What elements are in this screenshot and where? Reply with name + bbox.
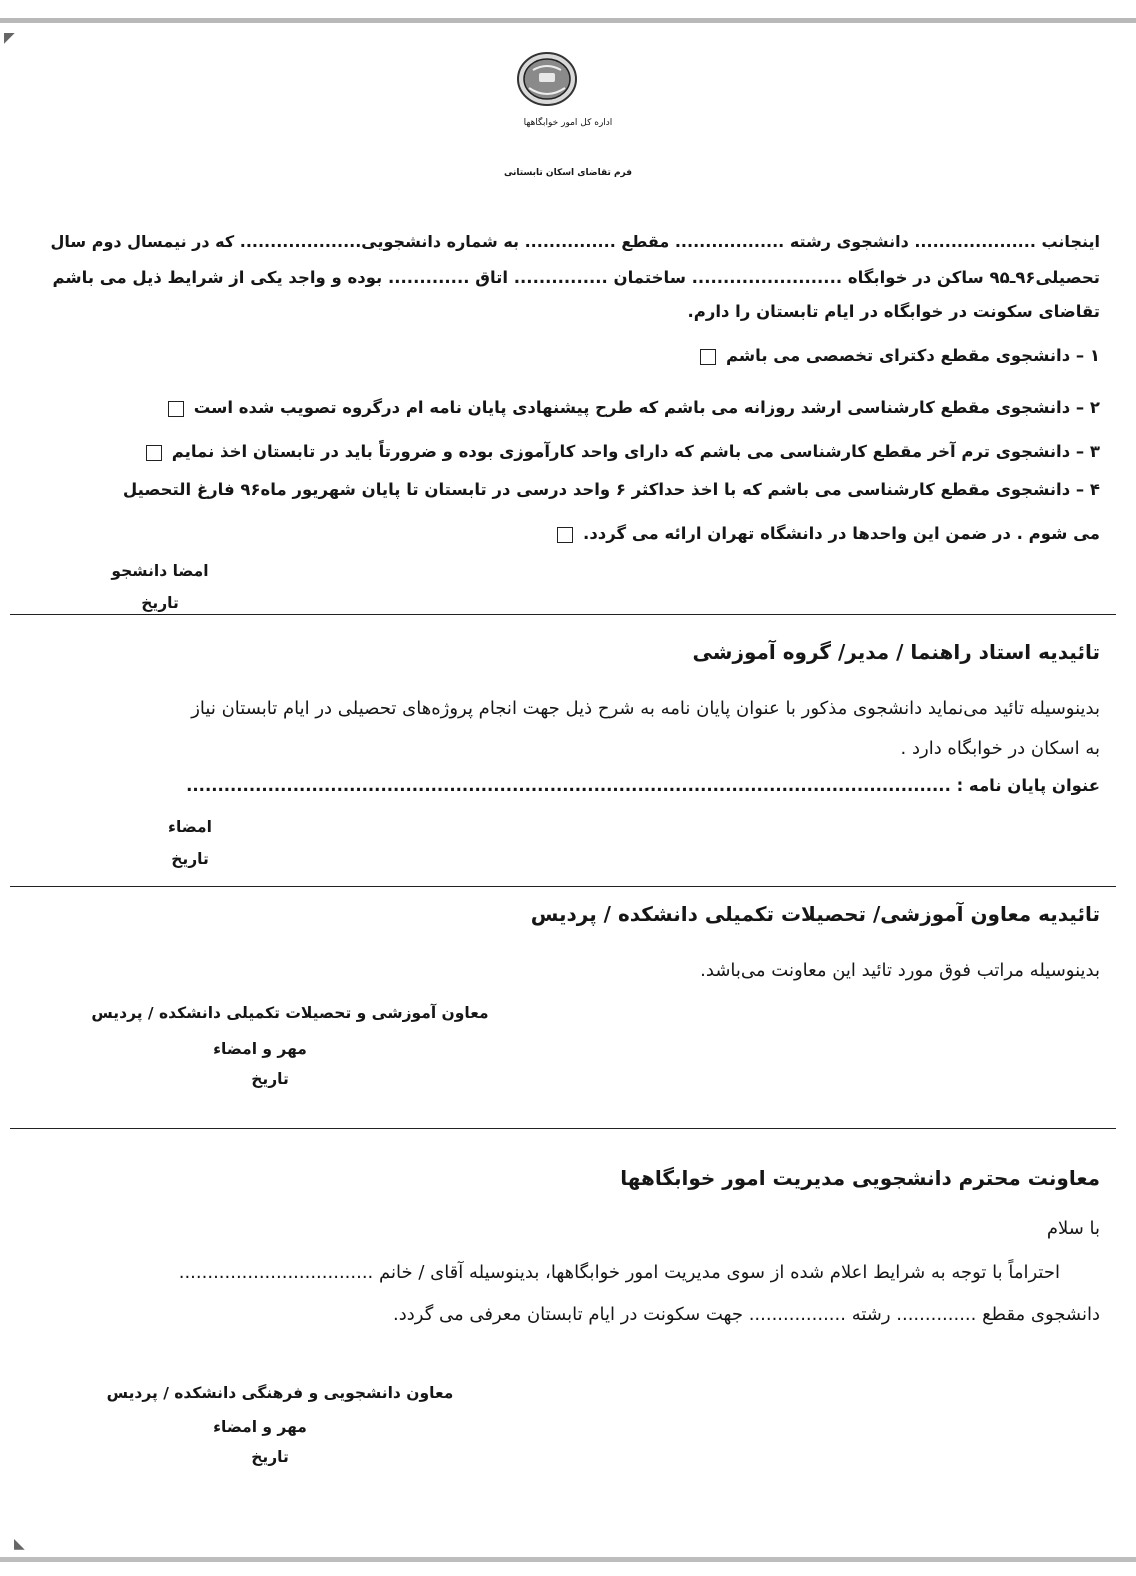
deputy-body: بدینوسیله مراتب فوق مورد تائید این معاونت می‌باشد. bbox=[700, 960, 1100, 981]
cultural-deputy-date-label: تاریخ bbox=[251, 1448, 289, 1466]
deputy-signature-title: معاون آموزشی و تحصیلات تکمیلی دانشکده / پردیس bbox=[91, 1004, 489, 1022]
condition-4-label: ۴ – دانشجوی مقطع کارشناسی می باشم که با اخذ حداکثر ۶ واحد درسی در تابستان تا پایان شهریور ماه۹۶ فارغ التحصیل bbox=[122, 480, 1100, 499]
condition-4-checkbox[interactable] bbox=[557, 527, 573, 543]
request-line-1: اینجانب .................... دانشجوی رشته .................. مقطع ............... به شماره دانشجویی.................... که در نیمسال دوم سال bbox=[50, 232, 1100, 251]
advisor-section-heading: تائیدیه استاد راهنما / مدیر/ گروه آموزشی bbox=[692, 640, 1100, 664]
section-divider bbox=[10, 1128, 1116, 1129]
dorm-body-line-1: احتراماً با توجه به شرایط اعلام شده از سوی مدیریت امور خوابگاهها، بدینوسیله آقای / خانم .................................. bbox=[178, 1262, 1060, 1283]
corner-mark-icon: ◤ bbox=[4, 30, 15, 46]
greeting: با سلام bbox=[1046, 1218, 1100, 1239]
section-divider bbox=[10, 614, 1116, 615]
deputy-stamp-label: مهر و امضاء bbox=[213, 1040, 307, 1058]
cultural-deputy-stamp-label: مهر و امضاء bbox=[213, 1418, 307, 1436]
student-date-label: تاریخ bbox=[141, 594, 179, 612]
condition-4-continued: می شوم . در ضمن این واحدها در دانشگاه تهران ارائه می گردد. bbox=[583, 524, 1100, 543]
condition-4 bbox=[557, 524, 1100, 543]
condition-2 bbox=[168, 398, 1100, 417]
condition-1 bbox=[700, 346, 1100, 365]
condition-3 bbox=[146, 442, 1100, 461]
thesis-title-field[interactable]: عنوان پایان نامه : .......................................................................................................................... bbox=[186, 776, 1100, 795]
condition-2-checkbox[interactable] bbox=[168, 401, 184, 417]
condition-1-checkbox[interactable] bbox=[700, 349, 716, 365]
request-line-2: تحصیلی۹۶ـ۹۵ ساکن در خوابگاه ........................ ساختمان ............... اتاق ............. بوده و واجد یکی از شرایط ذیل می باشم bbox=[52, 268, 1100, 287]
cultural-deputy-signature-title: معاون دانشجویی و فرهنگی دانشکده / پردیس bbox=[106, 1384, 454, 1402]
advisor-body-line-1: بدینوسیله تائید می‌نماید دانشجوی مذکور با عنوان پایان نامه به شرح ذیل جهت انجام پروژه‌های تحصیلی در ایام تابستان نیاز bbox=[191, 698, 1100, 719]
university-seal-icon bbox=[515, 50, 579, 108]
section-divider bbox=[10, 886, 1116, 887]
advisor-date-label: تاریخ bbox=[171, 850, 209, 868]
dorm-body-line-2: دانشجوی مقطع .............. رشته ................. جهت سکونت در ایام تابستان معرفی می گردد. bbox=[393, 1304, 1100, 1325]
form-title: فرم تقاضای اسکان تابستانی bbox=[503, 168, 633, 178]
student-signature-label: امضا دانشجو bbox=[111, 562, 209, 580]
deputy-date-label: تاریخ bbox=[251, 1070, 289, 1088]
condition-2-label: ۲ – دانشجوی مقطع کارشناسی ارشد روزانه می باشم که طرح پیشنهادی پایان نامه ام درگروه تصویب شده است bbox=[193, 398, 1100, 417]
deputy-section-heading: تائیدیه معاون آموزشی/ تحصیلات تکمیلی دانشکده / پردیس bbox=[530, 902, 1100, 926]
condition-3-label: ۳ – دانشجوی ترم آخر مقطع کارشناسی می باشم که دارای واحد کارآموزی بوده و ضرورتاً باید در تابستان اخذ نمایم bbox=[171, 442, 1100, 461]
department-name: اداره کل امور خوابگاهها bbox=[523, 118, 613, 128]
dorm-section-heading: معاونت محترم دانشجویی مدیریت امور خوابگاهها bbox=[620, 1166, 1100, 1190]
corner-mark-icon: ◣ bbox=[14, 1536, 25, 1552]
advisor-signature-label: امضاء bbox=[168, 818, 212, 836]
advisor-body-line-2: به اسکان در خوابگاه دارد . bbox=[900, 738, 1100, 759]
request-line-3: تقاضای سکونت در خوابگاه در ایام تابستان را دارم. bbox=[687, 302, 1100, 321]
condition-3-checkbox[interactable] bbox=[146, 445, 162, 461]
condition-1-label: ۱ – دانشجوی مقطع دکترای تخصصی می باشم bbox=[725, 346, 1100, 365]
